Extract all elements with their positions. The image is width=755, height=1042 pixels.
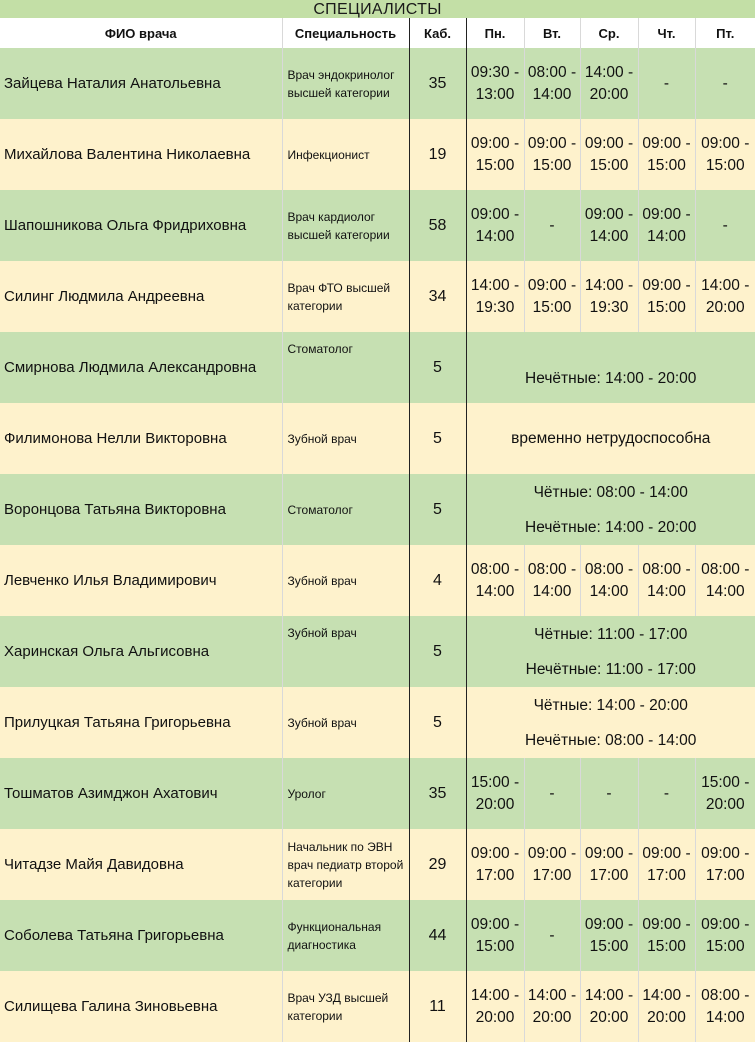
schedule-cell: - xyxy=(524,900,580,971)
schedule-cell: - xyxy=(695,48,755,119)
doctor-specialty: Начальник по ЭВН врач педиатр второй категории xyxy=(282,829,409,900)
schedule-line: Чётные: 11:00 - 17:00 xyxy=(467,617,755,652)
doctor-specialty: Врач УЗД высшей категории xyxy=(282,971,409,1042)
table-row xyxy=(0,616,755,687)
doctor-name: Смирнова Людмила Александровна xyxy=(0,332,282,403)
schedule-merged-cell xyxy=(466,687,755,758)
specialists-table xyxy=(0,18,755,1042)
table-row xyxy=(0,403,755,474)
doctor-specialty: Врач кардиолог высшей категории xyxy=(282,190,409,261)
doctor-name: Михайлова Валентина Николаевна xyxy=(0,119,282,190)
cabinet-number: 5 xyxy=(409,332,466,403)
header-tuesday: Вт. xyxy=(524,18,580,48)
table-row xyxy=(0,900,755,971)
table-row xyxy=(0,971,755,1042)
schedule-cell: 09:00 - 14:00 xyxy=(466,190,524,261)
doctor-specialty: Инфекционист xyxy=(282,119,409,190)
doctor-name: Филимонова Нелли Викторовна xyxy=(0,403,282,474)
page-title: СПЕЦИАЛИСТЫ xyxy=(0,0,755,18)
schedule-merged-cell xyxy=(466,616,755,687)
table-row xyxy=(0,261,755,332)
cabinet-number: 5 xyxy=(409,616,466,687)
schedule-cell: 09:00 - 15:00 xyxy=(638,900,695,971)
cabinet-number: 34 xyxy=(409,261,466,332)
schedule-cell: 14:00 - 20:00 xyxy=(524,971,580,1042)
doctor-name: Силищева Галина Зиновьевна xyxy=(0,971,282,1042)
schedule-cell: 08:00 - 14:00 xyxy=(695,545,755,616)
table-row xyxy=(0,829,755,900)
schedule-cell: - xyxy=(524,190,580,261)
schedule-cell: 09:00 - 15:00 xyxy=(638,261,695,332)
table-row xyxy=(0,190,755,261)
doctor-name: Силинг Людмила Андреевна xyxy=(0,261,282,332)
cabinet-number: 29 xyxy=(409,829,466,900)
cabinet-number: 11 xyxy=(409,971,466,1042)
schedule-cell: 14:00 - 20:00 xyxy=(580,971,638,1042)
schedule-cell: 08:00 - 14:00 xyxy=(524,545,580,616)
header-thursday: Чт. xyxy=(638,18,695,48)
header-cabinet: Каб. xyxy=(409,18,466,48)
cabinet-number: 58 xyxy=(409,190,466,261)
cabinet-number: 5 xyxy=(409,403,466,474)
schedule-cell: 09:00 - 15:00 xyxy=(466,900,524,971)
schedule-cell: - xyxy=(524,758,580,829)
schedule-cell: 08:00 - 14:00 xyxy=(695,971,755,1042)
schedule-cell: 14:00 - 20:00 xyxy=(638,971,695,1042)
schedule-cell: 09:00 - 15:00 xyxy=(524,119,580,190)
header-friday: Пт. xyxy=(695,18,755,48)
table-row xyxy=(0,119,755,190)
schedule-line: временно нетрудоспособна xyxy=(467,428,755,450)
schedule-line: Чётные: 08:00 - 14:00 xyxy=(467,475,755,510)
cabinet-number: 5 xyxy=(409,687,466,758)
table-row xyxy=(0,687,755,758)
doctor-specialty: Зубной врач xyxy=(282,545,409,616)
header-specialty: Специальность xyxy=(282,18,409,48)
schedule-cell: - xyxy=(638,758,695,829)
doctor-name: Харинская Ольга Альгисовна xyxy=(0,616,282,687)
doctor-name: Шапошникова Ольга Фридриховна xyxy=(0,190,282,261)
schedule-cell: 09:00 - 14:00 xyxy=(638,190,695,261)
doctor-specialty: Зубной врач xyxy=(282,616,409,687)
header-monday: Пн. xyxy=(466,18,524,48)
schedule-cell: 09:00 - 14:00 xyxy=(580,190,638,261)
doctor-specialty: Стоматолог xyxy=(282,474,409,545)
schedule-cell: 09:00 - 15:00 xyxy=(580,900,638,971)
doctor-specialty: Уролог xyxy=(282,758,409,829)
cabinet-number: 4 xyxy=(409,545,466,616)
header-wednesday: Ср. xyxy=(580,18,638,48)
doctor-name: Воронцова Татьяна Викторовна xyxy=(0,474,282,545)
schedule-cell: 09:00 - 17:00 xyxy=(695,829,755,900)
table-header-row xyxy=(0,18,755,48)
schedule-cell: 09:00 - 17:00 xyxy=(638,829,695,900)
doctor-specialty: Функциональная диагностика xyxy=(282,900,409,971)
schedule-merged-cell xyxy=(466,474,755,545)
table-row xyxy=(0,332,755,403)
doctor-specialty: Врач эндокринолог высшей категории xyxy=(282,48,409,119)
doctor-name: Тошматов Азимджон Ахатович xyxy=(0,758,282,829)
schedule-cell: 14:00 - 19:30 xyxy=(466,261,524,332)
schedule-cell: 15:00 - 20:00 xyxy=(466,758,524,829)
schedule-line: Нечётные: 14:00 - 20:00 xyxy=(467,361,755,396)
cabinet-number: 35 xyxy=(409,758,466,829)
schedule-cell: 14:00 - 20:00 xyxy=(580,48,638,119)
doctor-specialty: Врач ФТО высшей категории xyxy=(282,261,409,332)
schedule-line: Нечётные: 11:00 - 17:00 xyxy=(467,652,755,687)
table-row xyxy=(0,758,755,829)
schedule-cell: 09:30 - 13:00 xyxy=(466,48,524,119)
schedule-cell: - xyxy=(695,190,755,261)
cabinet-number: 19 xyxy=(409,119,466,190)
cabinet-number: 5 xyxy=(409,474,466,545)
schedule-cell: 09:00 - 15:00 xyxy=(524,261,580,332)
doctor-name: Левченко Илья Владимирович xyxy=(0,545,282,616)
cabinet-number: 44 xyxy=(409,900,466,971)
schedule-merged-cell xyxy=(466,403,755,474)
schedule-cell: 14:00 - 19:30 xyxy=(580,261,638,332)
schedule-cell: 09:00 - 17:00 xyxy=(524,829,580,900)
schedule-line: Нечётные: 14:00 - 20:00 xyxy=(467,510,755,545)
doctor-specialty: Стоматолог xyxy=(282,332,409,403)
doctor-specialty: Зубной врач xyxy=(282,687,409,758)
doctor-name: Прилуцкая Татьяна Григорьевна xyxy=(0,687,282,758)
table-row xyxy=(0,545,755,616)
schedule-cell: - xyxy=(638,48,695,119)
schedule-cell: 08:00 - 14:00 xyxy=(580,545,638,616)
schedule-cell: 09:00 - 15:00 xyxy=(466,119,524,190)
schedule-line: Нечётные: 08:00 - 14:00 xyxy=(467,723,755,758)
schedule-cell: 14:00 - 20:00 xyxy=(466,971,524,1042)
cabinet-number: 35 xyxy=(409,48,466,119)
schedule-merged-cell xyxy=(466,332,755,403)
schedule-cell: 14:00 - 20:00 xyxy=(695,261,755,332)
schedule-cell: 09:00 - 15:00 xyxy=(695,119,755,190)
schedule-cell: 09:00 - 15:00 xyxy=(695,900,755,971)
schedule-cell: 09:00 - 17:00 xyxy=(466,829,524,900)
table-row xyxy=(0,474,755,545)
schedule-cell: 09:00 - 15:00 xyxy=(580,119,638,190)
schedule-cell: 08:00 - 14:00 xyxy=(466,545,524,616)
schedule-cell: 09:00 - 15:00 xyxy=(638,119,695,190)
schedule-cell: 08:00 - 14:00 xyxy=(638,545,695,616)
schedule-cell: - xyxy=(580,758,638,829)
doctor-name: Соболева Татьяна Григорьевна xyxy=(0,900,282,971)
doctor-name: Зайцева Наталия Анатольевна xyxy=(0,48,282,119)
header-name: ФИО врача xyxy=(0,18,282,48)
schedule-cell: 08:00 - 14:00 xyxy=(524,48,580,119)
schedule-cell: 15:00 - 20:00 xyxy=(695,758,755,829)
doctor-specialty: Зубной врач xyxy=(282,403,409,474)
schedule-cell: 09:00 - 17:00 xyxy=(580,829,638,900)
doctor-name: Читадзе Майя Давидовна xyxy=(0,829,282,900)
schedule-line: Чётные: 14:00 - 20:00 xyxy=(467,688,755,723)
table-row xyxy=(0,48,755,119)
